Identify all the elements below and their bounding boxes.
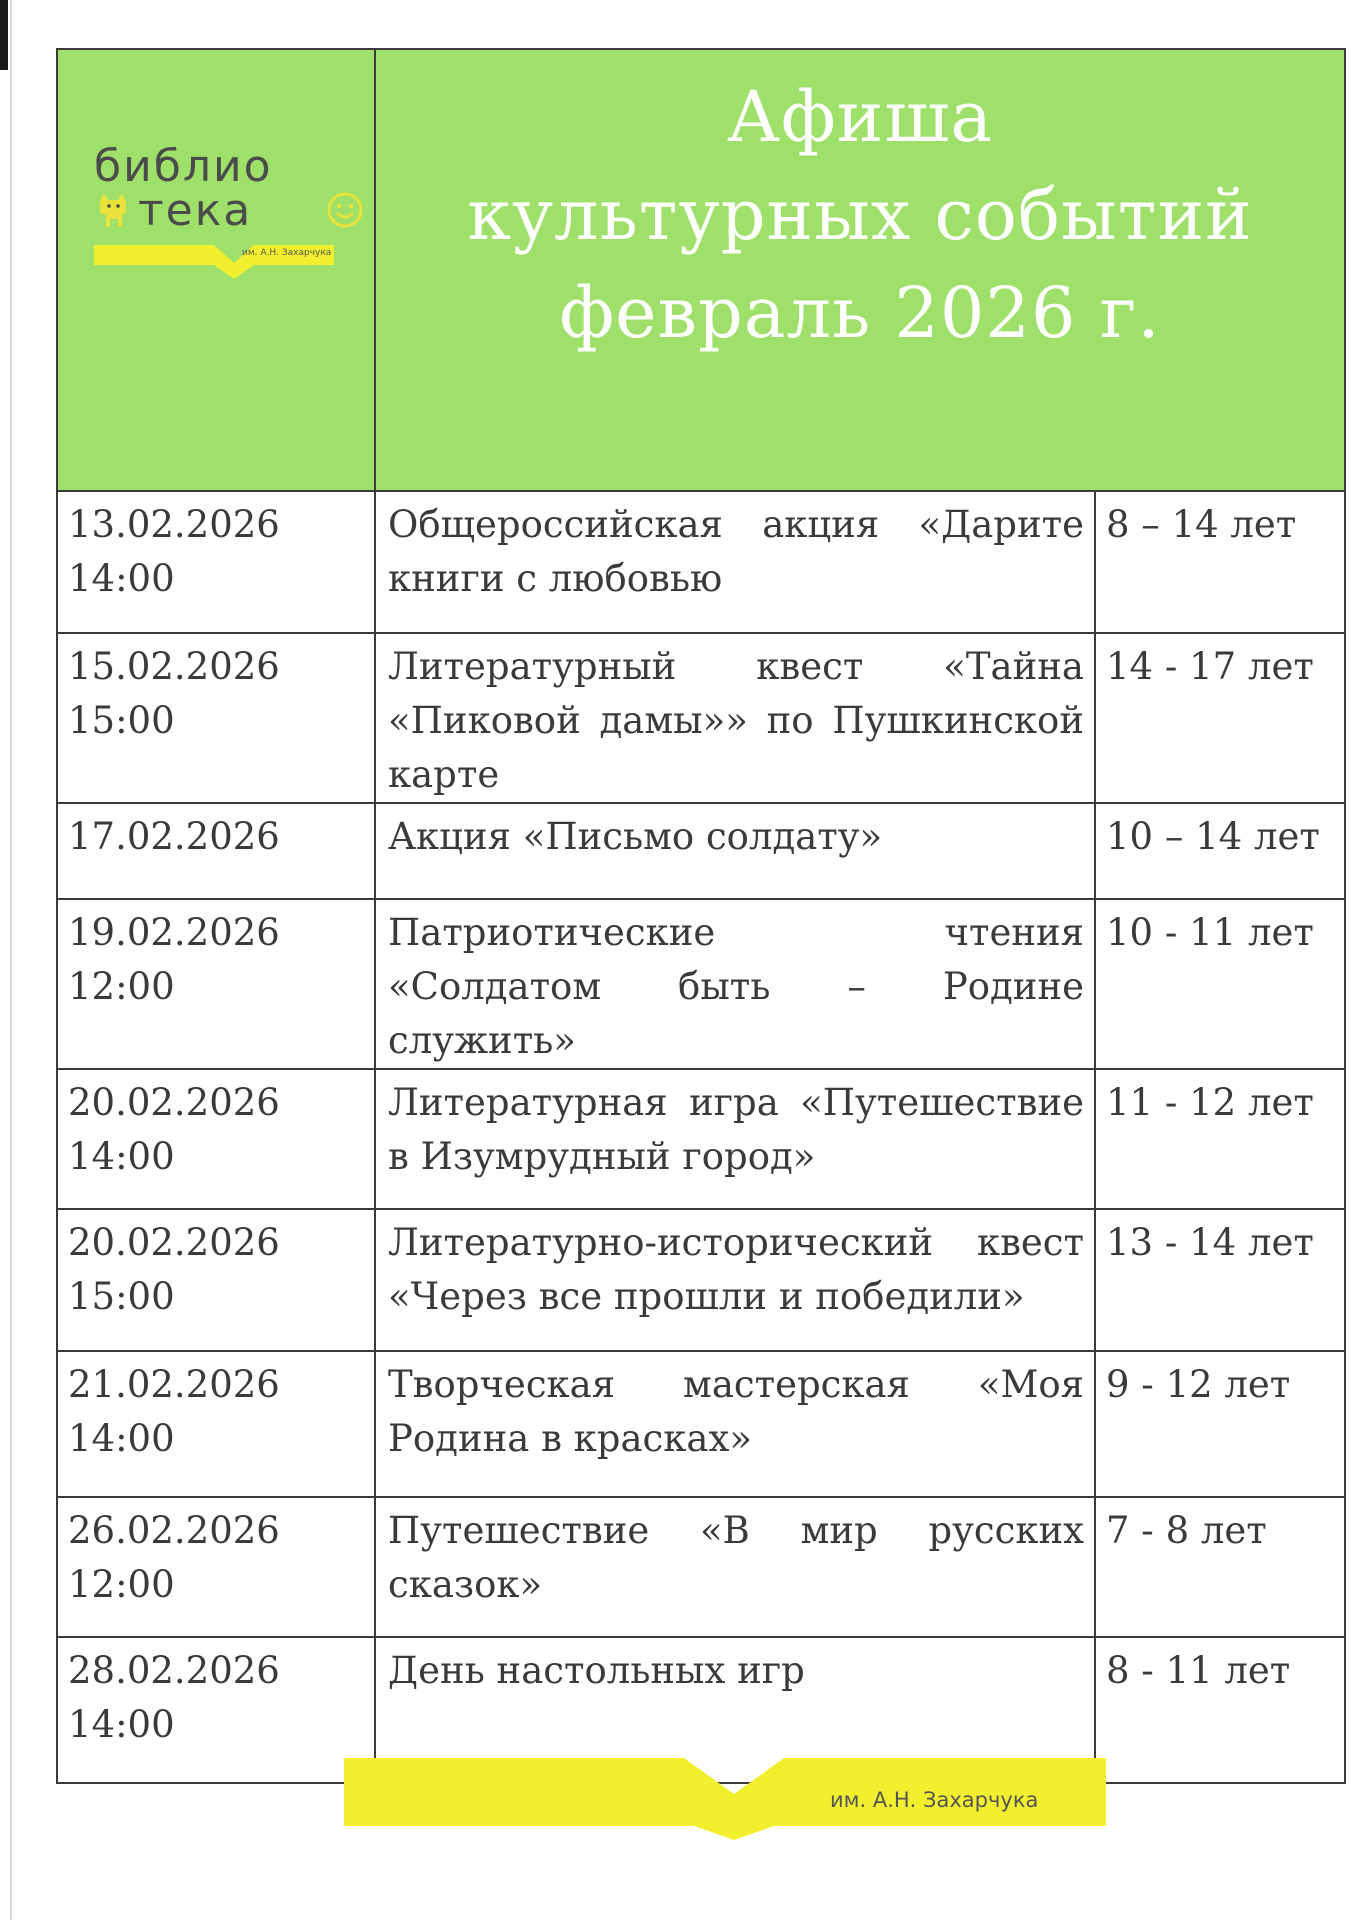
event-row	[57, 899, 1345, 1069]
event-age: 8 – 14 лет	[1095, 491, 1345, 633]
logo-text-line1: библио	[94, 141, 273, 192]
open-book-icon	[94, 241, 374, 281]
event-time: 14:00	[68, 1703, 175, 1746]
event-row	[57, 1497, 1345, 1637]
event-datetime	[57, 1069, 375, 1209]
event-datetime	[57, 1637, 375, 1783]
event-title: День настольных игр	[388, 1649, 805, 1692]
event-title: Акция «Письмо солдату»	[388, 815, 883, 858]
event-date: 20.02.2026	[68, 1081, 280, 1124]
page-edge-line	[10, 0, 12, 1920]
event-age: 7 - 8 лет	[1095, 1497, 1345, 1637]
event-time: 14:00	[68, 1135, 175, 1178]
event-title: Общероссийская акция «Дарите книги с любовью	[388, 503, 1084, 600]
event-date: 13.02.2026	[68, 503, 280, 546]
event-title-cell	[375, 899, 1095, 1069]
event-row	[57, 1069, 1345, 1209]
logo-cell	[57, 49, 375, 491]
poster-title	[376, 50, 1344, 362]
event-age: 9 - 12 лет	[1095, 1351, 1345, 1497]
event-date: 28.02.2026	[68, 1649, 280, 1692]
event-time: 14:00	[68, 557, 175, 600]
event-date: 19.02.2026	[68, 911, 280, 954]
footer-subtitle: им. А.Н. Захарчука	[830, 1788, 1039, 1812]
event-datetime	[57, 491, 375, 633]
event-row	[57, 1209, 1345, 1351]
title-line-2: культурных событий	[467, 174, 1253, 256]
event-title: Литературный квест «Тайна «Пиковой дамы»» по Пушкинской карте	[388, 645, 1084, 796]
event-time: 14:00	[68, 1417, 175, 1460]
event-row	[57, 803, 1345, 899]
logo-subtitle: им. А.Н. Захарчука	[242, 248, 332, 258]
event-title-cell	[375, 1209, 1095, 1351]
event-title: Литературная игра «Путешествие в Изумрудный город»	[388, 1081, 1084, 1178]
events-table	[56, 48, 1346, 1784]
title-line-1: Афиша	[726, 76, 994, 158]
event-title: Творческая мастерская «Моя Родина в красках»	[388, 1363, 1084, 1460]
event-age: 14 - 17 лет	[1095, 633, 1345, 803]
event-datetime	[57, 899, 375, 1069]
event-age: 10 – 14 лет	[1095, 803, 1345, 899]
event-row	[57, 1351, 1345, 1497]
event-date: 20.02.2026	[68, 1221, 280, 1264]
event-datetime	[57, 1497, 375, 1637]
event-title: Патриотические чтения «Солдатом быть – Родине служить»	[388, 911, 1084, 1062]
event-datetime	[57, 1209, 375, 1351]
event-title-cell	[375, 1351, 1095, 1497]
event-title: Литературно-исторический квест «Через все прошли и победили»	[388, 1221, 1084, 1318]
event-title-cell	[375, 633, 1095, 803]
event-date: 21.02.2026	[68, 1363, 280, 1406]
header-row	[57, 49, 1345, 491]
logo-text-line2: тека	[138, 185, 253, 236]
event-time: 15:00	[68, 1275, 175, 1318]
cat-icon	[96, 191, 132, 229]
event-age: 10 - 11 лет	[1095, 899, 1345, 1069]
event-datetime	[57, 1351, 375, 1497]
title-line-3: февраль 2026 г.	[559, 272, 1161, 354]
event-row	[57, 491, 1345, 633]
event-time: 15:00	[68, 699, 175, 742]
smiley-icon	[326, 191, 364, 229]
event-datetime	[57, 633, 375, 803]
event-date: 26.02.2026	[68, 1509, 280, 1552]
event-time: 12:00	[68, 965, 175, 1008]
event-row	[57, 633, 1345, 803]
title-cell	[375, 49, 1345, 491]
event-age: 13 - 14 лет	[1095, 1209, 1345, 1351]
event-date: 17.02.2026	[68, 815, 280, 858]
event-age: 8 - 11 лет	[1095, 1637, 1345, 1783]
library-logo	[94, 141, 354, 325]
event-title-cell	[375, 1497, 1095, 1637]
event-title: Путешествие «В мир русских сказок»	[388, 1509, 1084, 1606]
event-age: 11 - 12 лет	[1095, 1069, 1345, 1209]
scan-mark	[0, 0, 8, 70]
event-date: 15.02.2026	[68, 645, 280, 688]
event-title-cell	[375, 491, 1095, 633]
event-time: 12:00	[68, 1563, 175, 1606]
event-datetime	[57, 803, 375, 899]
event-title-cell	[375, 803, 1095, 899]
event-title-cell	[375, 1069, 1095, 1209]
